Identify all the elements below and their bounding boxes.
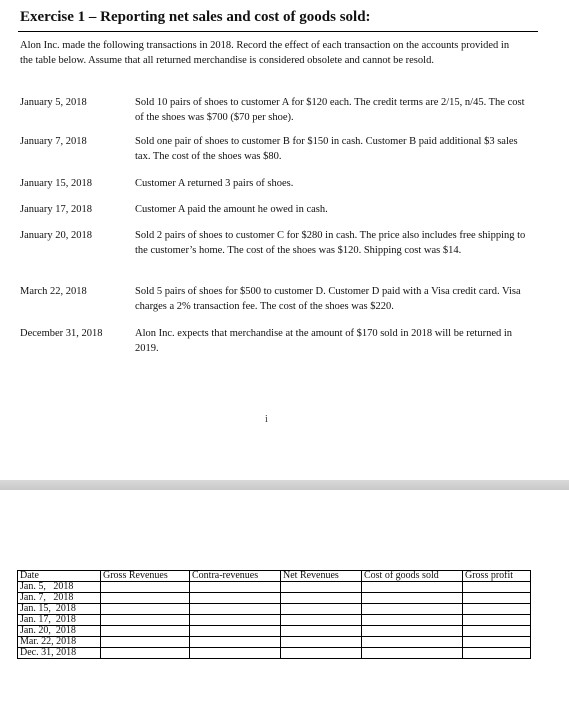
empty-cell[interactable]: [362, 637, 463, 648]
transaction-description: Sold 5 pairs of shoes for $500 to customer D. Customer D paid with a Visa credit card. Visa charges a 2% transaction fee. The cost of the shoes was $220.: [135, 286, 521, 312]
row-date-cell: Dec. 31, 2018: [18, 648, 101, 659]
page-break: [0, 480, 569, 490]
empty-cell[interactable]: [463, 637, 531, 648]
column-header-contra-revenues: Contra-revenues: [190, 571, 281, 582]
empty-cell[interactable]: [362, 615, 463, 626]
empty-cell[interactable]: [463, 615, 531, 626]
row-date-cell: Jan. 20, 2018: [18, 626, 101, 637]
table-row: [18, 582, 531, 593]
page-number: i: [265, 414, 268, 425]
empty-cell[interactable]: [362, 582, 463, 593]
table-row: [18, 615, 531, 626]
transaction-date: December 31, 2018: [20, 328, 103, 339]
empty-cell[interactable]: [101, 615, 190, 626]
empty-cell[interactable]: [101, 604, 190, 615]
exercise-title: Exercise 1 – Reporting net sales and cost of goods sold:: [20, 9, 371, 25]
table-row: [18, 648, 531, 659]
empty-cell[interactable]: [190, 626, 281, 637]
empty-cell[interactable]: [281, 615, 362, 626]
empty-cell[interactable]: [101, 648, 190, 659]
empty-cell[interactable]: [281, 582, 362, 593]
empty-cell[interactable]: [281, 604, 362, 615]
column-header-gross-profit: Gross profit: [463, 571, 531, 582]
empty-cell[interactable]: [362, 604, 463, 615]
empty-cell[interactable]: [101, 626, 190, 637]
empty-cell[interactable]: [190, 604, 281, 615]
intro-paragraph: Alon Inc. made the following transactions in 2018. Record the effect of each transaction on the accounts provided in the table below. Assume that all returned merchandise is considered obsolete and cannot be resold.: [20, 40, 510, 66]
transaction-description: Customer A paid the amount he owed in cash.: [135, 204, 328, 215]
row-date-cell: Mar. 22, 2018: [18, 637, 101, 648]
empty-cell[interactable]: [101, 582, 190, 593]
column-header-net-revenues: Net Revenues: [281, 571, 362, 582]
transaction-date: January 7, 2018: [20, 136, 87, 147]
transaction-date: January 20, 2018: [20, 230, 93, 241]
empty-cell[interactable]: [101, 637, 190, 648]
row-date-cell: Jan. 5, 2018: [18, 582, 101, 593]
empty-cell[interactable]: [362, 648, 463, 659]
row-date-cell: Jan. 7, 2018: [18, 593, 101, 604]
column-header-cogs: Cost of goods sold: [362, 571, 463, 582]
title-divider: [18, 31, 538, 32]
column-header-gross-revenues: Gross Revenues: [101, 571, 190, 582]
transaction-description: Sold 10 pairs of shoes to customer A for $120 each. The credit terms are 2/15, n/45. The cost of the shoes was $700 ($70 per shoe).: [135, 97, 525, 123]
row-date-cell: Jan. 15, 2018: [18, 604, 101, 615]
empty-cell[interactable]: [101, 593, 190, 604]
empty-cell[interactable]: [463, 604, 531, 615]
empty-cell[interactable]: [362, 593, 463, 604]
transaction-date: January 17, 2018: [20, 204, 93, 215]
transaction-description: Sold 2 pairs of shoes to customer C for $280 in cash. The price also includes free shipping to the customer’s home. The cost of the shoes was $120. Shipping cost was $14.: [135, 230, 526, 256]
empty-cell[interactable]: [463, 626, 531, 637]
transaction-date: January 5, 2018: [20, 97, 87, 108]
empty-cell[interactable]: [463, 648, 531, 659]
empty-cell[interactable]: [281, 637, 362, 648]
row-date-cell: Jan. 17, 2018: [18, 615, 101, 626]
transaction-description: Sold one pair of shoes to customer B for $150 in cash. Customer B paid additional $3 sales tax. The cost of the shoes was $80.: [135, 136, 518, 162]
answer-table: [17, 570, 531, 659]
empty-cell[interactable]: [281, 626, 362, 637]
transaction-date: March 22, 2018: [20, 286, 87, 297]
empty-cell[interactable]: [281, 648, 362, 659]
table-row: [18, 604, 531, 615]
transaction-date: January 15, 2018: [20, 178, 93, 189]
transaction-description: Alon Inc. expects that merchandise at the amount of $170 sold in 2018 will be returned in 2019.: [135, 328, 513, 354]
empty-cell[interactable]: [362, 626, 463, 637]
empty-cell[interactable]: [463, 582, 531, 593]
empty-cell[interactable]: [190, 637, 281, 648]
column-header-date: Date: [18, 571, 101, 582]
empty-cell[interactable]: [281, 593, 362, 604]
table-header-row: [18, 571, 531, 582]
document-page-2: [0, 490, 569, 717]
table-row: [18, 626, 531, 637]
table-row: [18, 593, 531, 604]
table-row: [18, 637, 531, 648]
transaction-description: Customer A returned 3 pairs of shoes.: [135, 178, 294, 189]
empty-cell[interactable]: [190, 615, 281, 626]
empty-cell[interactable]: [190, 582, 281, 593]
empty-cell[interactable]: [190, 648, 281, 659]
empty-cell[interactable]: [190, 593, 281, 604]
empty-cell[interactable]: [463, 593, 531, 604]
